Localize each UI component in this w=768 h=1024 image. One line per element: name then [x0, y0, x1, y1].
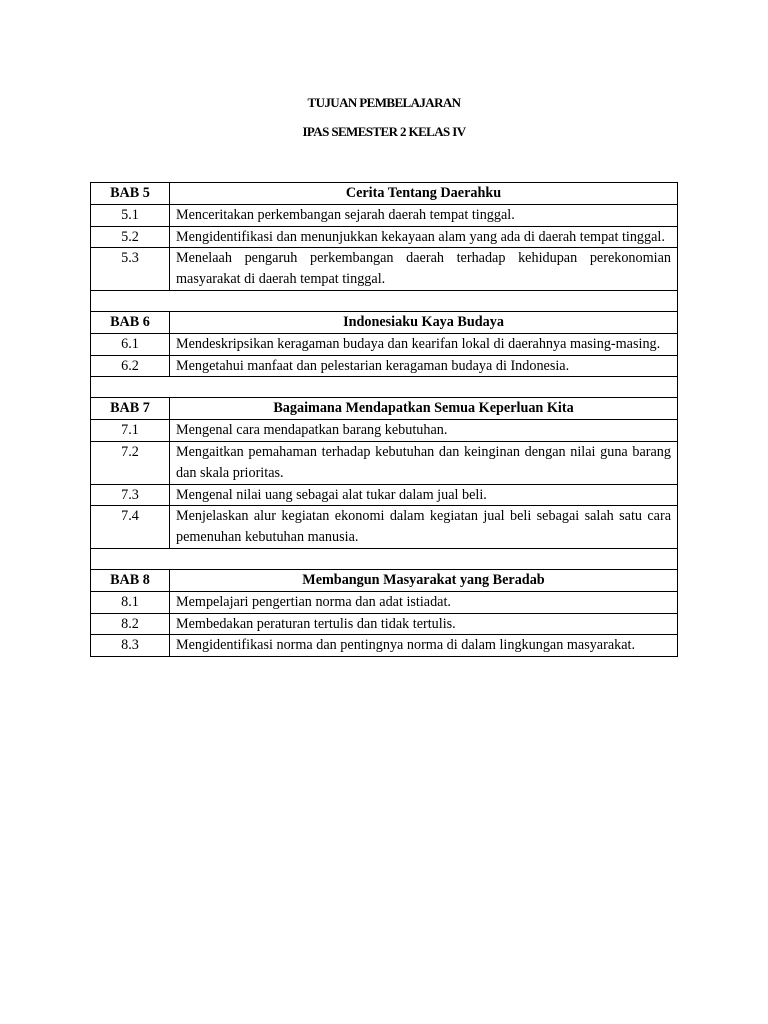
objective-row — [91, 506, 678, 549]
objective-number: 6.2 — [91, 355, 170, 377]
chapter-header-row — [91, 398, 678, 420]
objective-number: 7.4 — [91, 506, 170, 549]
objective-row — [91, 613, 678, 635]
objective-text: Menceritakan perkembangan sejarah daerah tempat tinggal. — [170, 204, 678, 226]
objective-text: Mengidentifikasi norma dan pentingnya norma di dalam lingkungan masyarakat. — [170, 635, 678, 657]
objective-number: 7.3 — [91, 484, 170, 506]
objective-number: 5.1 — [91, 204, 170, 226]
objective-text: Mengenal cara mendapatkan barang kebutuhan. — [170, 420, 678, 442]
objective-row — [91, 226, 678, 248]
objective-text: Mengenal nilai uang sebagai alat tukar dalam jual beli. — [170, 484, 678, 506]
chapter-code: BAB 7 — [91, 398, 170, 420]
chapter-code: BAB 8 — [91, 569, 170, 591]
spacer-row — [91, 290, 678, 311]
objective-number: 8.2 — [91, 613, 170, 635]
objective-row — [91, 333, 678, 355]
objective-text: Mengetahui manfaat dan pelestarian keragaman budaya di Indonesia. — [170, 355, 678, 377]
chapter-header-row — [91, 311, 678, 333]
chapter-code: BAB 5 — [91, 183, 170, 205]
objective-row — [91, 355, 678, 377]
spacer-row — [91, 377, 678, 398]
chapter-header-row — [91, 183, 678, 205]
learning-objectives-table — [90, 182, 678, 657]
objective-number: 5.3 — [91, 248, 170, 291]
objective-text: Mengaitkan pemahaman terhadap kebutuhan dan keinginan dengan nilai guna barang dan skala prioritas. — [170, 441, 678, 484]
document-title: TUJUAN PEMBELAJARAN — [307, 95, 461, 110]
objective-text: Membedakan peraturan tertulis dan tidak tertulis. — [170, 613, 678, 635]
objective-row — [91, 484, 678, 506]
objective-text: Mengidentifikasi dan menunjukkan kekayaan alam yang ada di daerah tempat tinggal. — [170, 226, 678, 248]
chapter-code: BAB 6 — [91, 311, 170, 333]
objective-row — [91, 441, 678, 484]
objective-text: Menjelaskan alur kegiatan ekonomi dalam kegiatan jual beli sebagai salah satu cara pemenuhan kebutuhan manusia. — [170, 506, 678, 549]
spacer-row — [91, 548, 678, 569]
chapter-title: Bagaimana Mendapatkan Semua Keperluan Kita — [170, 398, 678, 420]
objective-number: 8.1 — [91, 591, 170, 613]
objective-number: 7.2 — [91, 441, 170, 484]
objective-row — [91, 591, 678, 613]
objective-text: Mempelajari pengertian norma dan adat istiadat. — [170, 591, 678, 613]
objective-text: Mendeskripsikan keragaman budaya dan kearifan lokal di daerahnya masing-masing. — [170, 333, 678, 355]
chapter-title: Cerita Tentang Daerahku — [170, 183, 678, 205]
objective-number: 8.3 — [91, 635, 170, 657]
chapter-header-row — [91, 569, 678, 591]
document-subtitle: IPAS SEMESTER 2 KELAS IV — [302, 124, 466, 139]
objective-row — [91, 248, 678, 291]
objective-row — [91, 204, 678, 226]
objective-row — [91, 635, 678, 657]
objective-number: 7.1 — [91, 420, 170, 442]
objective-number: 5.2 — [91, 226, 170, 248]
objective-number: 6.1 — [91, 333, 170, 355]
objective-text: Menelaah pengaruh perkembangan daerah terhadap kehidupan perekonomian masyarakat di daerah tempat tinggal. — [170, 248, 678, 291]
objective-row — [91, 420, 678, 442]
chapter-title: Indonesiaku Kaya Budaya — [170, 311, 678, 333]
chapter-title: Membangun Masyarakat yang Beradab — [170, 569, 678, 591]
